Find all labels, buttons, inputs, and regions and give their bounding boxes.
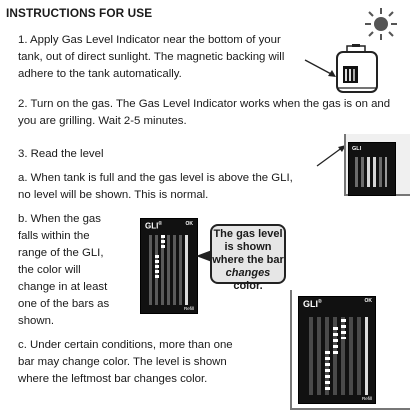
gli-logo: GLI®	[303, 299, 322, 309]
gli-ok-label: OK	[364, 298, 372, 304]
gli-tank-wall	[290, 290, 292, 410]
step-c-text: c. Under certain conditions, more than one bar may change color. The level is shown where the leftmost bar changes color.	[18, 339, 233, 385]
callout-bubble: The gas level is shown where the bar changes color.	[210, 224, 286, 284]
sun-icon	[363, 6, 399, 42]
gli-indicator-b	[140, 218, 198, 314]
page-title: INSTRUCTIONS FOR USE	[6, 6, 153, 20]
gli-logo: GLI®	[145, 221, 163, 231]
gli-indicator-full	[344, 134, 410, 196]
step-1-text: 1. Apply Gas Level Indicator near the bottom of your tank, out of direct sunlight. The magnetic backing will adhere to the tank automatically.	[18, 34, 285, 80]
gli-refill-label: Refill	[361, 396, 372, 401]
step-2-text: 2. Turn on the gas. The Gas Level Indicator works when the gas is on and you are grilling. Wait 2-5 minutes.	[18, 98, 391, 127]
step-b-text: b. When the gas falls within the range of the GLI, the color will change in at least one of the bars as shown.	[18, 213, 110, 327]
gli-indicator-c	[298, 296, 376, 404]
gli-tank-bottom	[290, 408, 410, 410]
step-3-text: 3. Read the level	[18, 148, 104, 160]
gli-ok-label: OK	[185, 221, 193, 227]
gli-refill-label: Refill	[183, 306, 194, 311]
step-a-text: a. When tank is full and the gas level is above the GLI, no level will be shown. This is normal.	[18, 172, 293, 201]
callout-pointer	[196, 248, 212, 264]
gas-tank-icon	[330, 44, 386, 96]
gli-logo: GLI	[352, 146, 362, 152]
